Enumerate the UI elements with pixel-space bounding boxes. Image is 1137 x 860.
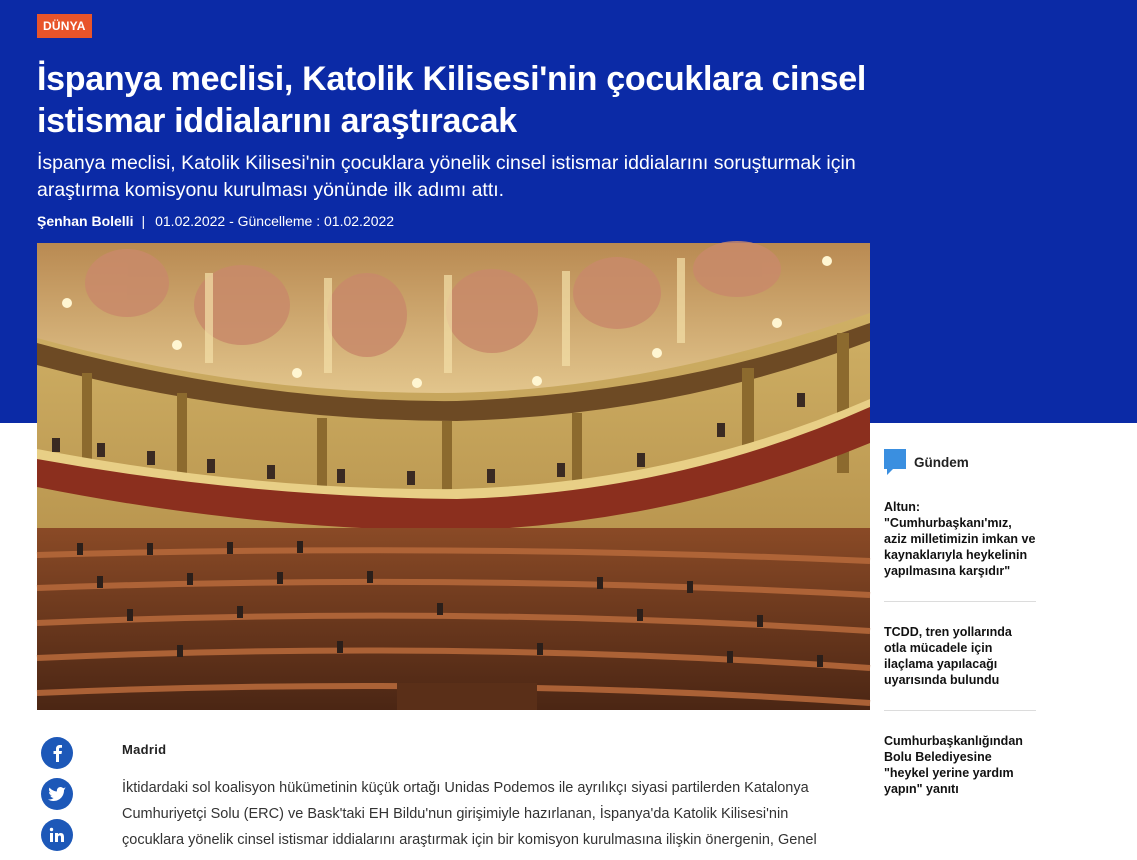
linkedin-icon: [49, 827, 65, 843]
facebook-share-button[interactable]: [41, 737, 73, 769]
dateline: Madrid: [122, 742, 167, 757]
parliament-chamber-photo: [37, 243, 870, 710]
sidebar-news-item[interactable]: TCDD, tren yollarında otla mücadele için ilaçlama yapılacağı uyarısında bulundu: [884, 624, 1036, 711]
summary-line: İspanya meclisi, Katolik Kilisesi'nin çocuklara yönelik cinsel istismar iddialarını soruşturmak için: [37, 152, 856, 174]
twitter-share-button[interactable]: [41, 778, 73, 810]
article-headline: [37, 58, 937, 142]
body-line: İktidardaki sol koalisyon hükümetinin küçük ortağı Unidas Podemos ile ayrılıkçı siyasi partilerden Katalonya: [122, 780, 809, 796]
sidebar-header: [884, 449, 1036, 475]
sidebar-news-item[interactable]: Cumhurbaşkanlığından Bolu Belediyesine "heykel yerine yardım yapın" yanıtı: [884, 734, 1023, 796]
facebook-icon: [50, 744, 64, 762]
body-line: Cumhuriyetçi Solu (ERC) ve Bask'taki EH Bildu'nun girişimiyle hazırlanan, İspanya'da Katolik Kilisesi'nin: [122, 806, 789, 822]
article-body: [122, 775, 832, 853]
speech-bubble-icon: [884, 449, 906, 475]
headline-line: istismar iddialarını araştıracak: [37, 102, 517, 140]
sidebar-news-item[interactable]: Altun: "Cumhurbaşkanı'mız, aziz milletimizin imkan ve kaynaklarıyla heykelinin yapılmasına karşıdır": [884, 499, 1036, 602]
body-line: çocuklara yönelik cinsel istismar iddialarını araştırmak için bir komisyon kurulmasına ilişkin önergenin, Genel: [122, 832, 817, 848]
share-bar: [41, 737, 73, 860]
sidebar-gundem: [884, 449, 1036, 841]
category-badge[interactable]: DÜNYA: [37, 14, 92, 38]
publish-dates: 01.02.2022 - Güncelleme : 01.02.2022: [155, 213, 395, 229]
summary-line: araştırma komisyonu kurulması yönünde ilk adımı attı.: [37, 179, 505, 201]
hero-photo: [37, 243, 870, 710]
byline: [37, 212, 394, 230]
byline-separator: |: [141, 213, 146, 229]
author-name[interactable]: Şenhan Bolelli: [37, 213, 134, 229]
sidebar-title: Gündem: [914, 454, 969, 470]
article-summary: [37, 150, 937, 204]
linkedin-share-button[interactable]: [41, 819, 73, 851]
twitter-icon: [48, 787, 66, 802]
headline-line: İspanya meclisi, Katolik Kilisesi'nin çocuklara cinsel: [37, 60, 867, 98]
